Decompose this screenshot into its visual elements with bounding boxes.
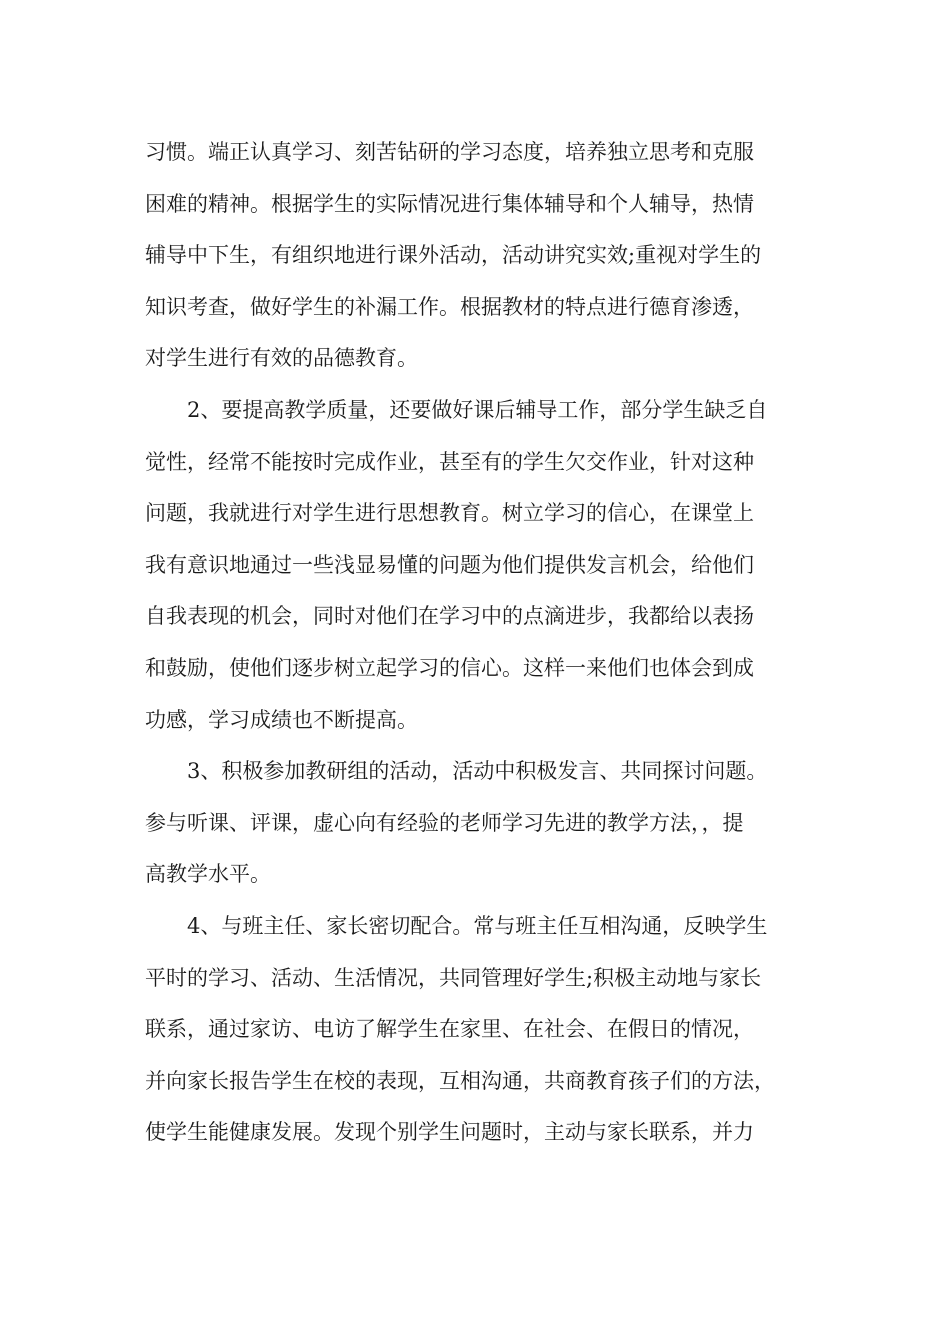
text-line: 并向家长报告学生在校的表现，互相沟通，共商教育孩子们的方法， xyxy=(145,1068,775,1093)
text-line: 高教学水平。 xyxy=(145,862,271,887)
document-body xyxy=(145,127,810,1159)
text-line: 困难的精神。根据学生的实际情况进行集体辅导和个人辅导，热情 xyxy=(145,191,754,216)
text-line: 习惯。端正认真学习、刻苦钻研的学习态度，培养独立思考和克服 xyxy=(145,140,754,164)
paragraph-4-start: 4、与班主任、家长密切配合。常与班主任互相沟通，反映学生 xyxy=(187,913,768,938)
paragraph-2-start: 2、要提高教学质量，还要做好课后辅导工作，部分学生缺乏自 xyxy=(187,397,768,422)
text-line: 联系，通过家访、电访了解学生在家里、在社会、在假日的情况， xyxy=(145,1017,754,1042)
text-line: 问题，我就进行对学生进行思想教育。树立学习的信心，在课堂上 xyxy=(145,501,754,526)
text-line: 对学生进行有效的品德教育。 xyxy=(145,346,418,371)
text-line: 知识考查，做好学生的补漏工作。根据教材的特点进行德育渗透， xyxy=(145,294,754,319)
text-line: 使学生能健康发展。发现个别学生问题时，主动与家长联系，并力 xyxy=(145,1120,754,1145)
text-line: 我有意识地通过一些浅显易懂的问题为他们提供发言机会，给他们 xyxy=(145,552,754,577)
paragraph-3-start: 3、积极参加教研组的活动，活动中积极发言、共同探讨问题。 xyxy=(187,759,768,784)
text-line: 功感，学习成绩也不断提高。 xyxy=(145,707,418,732)
text-line: 参与听课、评课，虚心向有经验的老师学习先进的教学方法，，提 xyxy=(145,810,744,835)
text-line: 辅导中下生，有组织地进行课外活动，活动讲究实效;重视对学生的 xyxy=(145,243,762,268)
text-line: 觉性，经常不能按时完成作业，甚至有的学生欠交作业，针对这种 xyxy=(145,449,754,474)
text-line: 自我表现的机会，同时对他们在学习中的点滴进步，我都给以表扬 xyxy=(145,604,754,629)
text-line: 平时的学习、活动、生活情况，共同管理好学生;积极主动地与家长 xyxy=(145,965,762,990)
text-line: 和鼓励，使他们逐步树立起学习的信心。这样一来他们也体会到成 xyxy=(145,655,754,680)
